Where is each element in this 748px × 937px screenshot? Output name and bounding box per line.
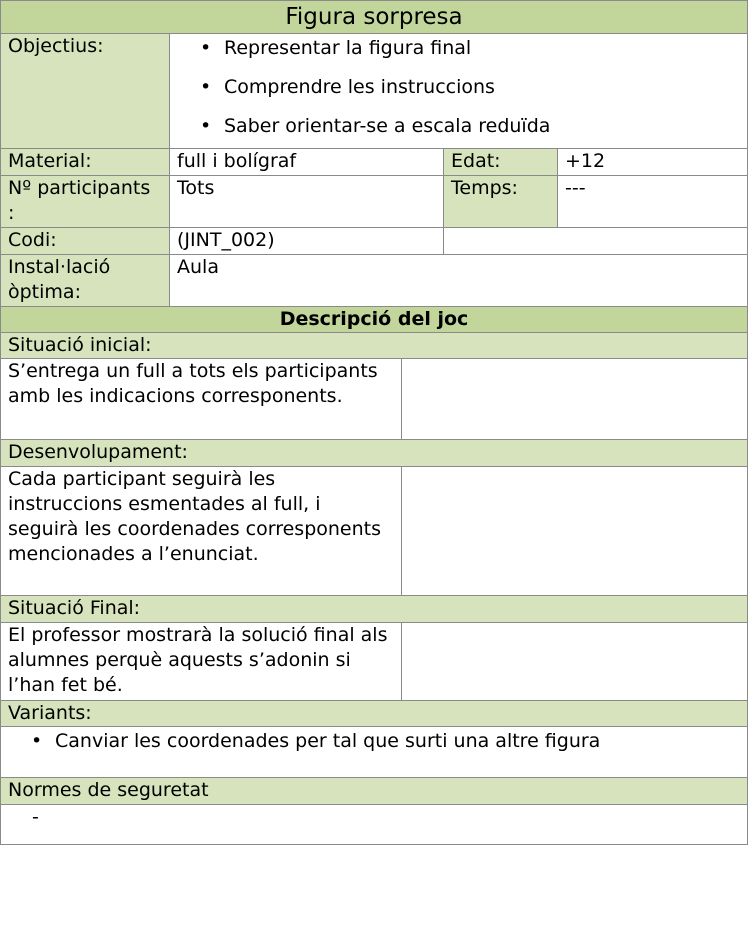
description-header: Descripció del joc <box>0 306 748 333</box>
initial-empty-cell <box>401 358 748 440</box>
initial-text: S’entrega un full a tots els participants amb les indicacions corresponents. <box>0 358 402 440</box>
participants-label: Nº participants : <box>0 175 170 228</box>
objectives-list-cell <box>169 33 748 149</box>
title-row <box>0 0 748 34</box>
initial-label-row <box>0 332 748 359</box>
time-label: Temps: <box>443 175 558 228</box>
objective-item: • Representar la figura final <box>170 36 747 61</box>
code-row <box>0 227 748 255</box>
variants-list <box>1 729 747 754</box>
final-label-row <box>0 595 748 623</box>
safety-value-row <box>0 804 748 845</box>
variant-item: • Canviar les coordenades per tal que surti una altre figura <box>1 729 747 754</box>
objectives-row <box>0 33 748 149</box>
variants-list-cell <box>0 726 748 778</box>
safety-label-row <box>0 777 748 805</box>
safety-label: Normes de seguretat <box>0 777 748 805</box>
code-value: (JINT_002) <box>169 227 444 255</box>
material-value: full i bolígraf <box>169 148 444 176</box>
final-label: Situació Final: <box>0 595 748 623</box>
final-text: El professor mostrarà la solució final als alumnes perquè aquests s’adonin si l’han fet bé. <box>0 622 402 701</box>
variants-label-row <box>0 700 748 727</box>
installation-label: Instal·lació òptima: <box>0 254 170 307</box>
installation-row <box>0 254 748 307</box>
objectives-list <box>170 36 747 139</box>
development-text-row <box>0 466 748 596</box>
initial-text-row <box>0 358 748 440</box>
development-label-row <box>0 439 748 467</box>
code-empty-cell <box>443 227 748 255</box>
objective-item: • Saber orientar-se a escala reduïda <box>170 114 747 139</box>
development-text: Cada participant seguirà les instruccions esmentades al full, i seguirà les coordenades corresponents mencionades a l’enunciat. <box>0 466 402 596</box>
participants-value: Tots <box>169 175 444 228</box>
variants-list-row <box>0 726 748 778</box>
time-value: --- <box>557 175 748 228</box>
installation-value: Aula <box>169 254 748 307</box>
material-label: Material: <box>0 148 170 176</box>
development-empty-cell <box>401 466 748 596</box>
page-title: Figura sorpresa <box>0 0 748 34</box>
variants-label: Variants: <box>0 700 748 727</box>
age-label: Edat: <box>443 148 558 176</box>
development-label: Desenvolupament: <box>0 439 748 467</box>
final-text-row <box>0 622 748 701</box>
description-header-row <box>0 306 748 333</box>
objective-item: • Comprendre les instruccions <box>170 75 747 100</box>
code-label: Codi: <box>0 227 170 255</box>
safety-value: - <box>0 804 748 845</box>
final-empty-cell <box>401 622 748 701</box>
age-value: +12 <box>557 148 748 176</box>
objectives-label: Objectius: <box>0 33 170 149</box>
initial-label: Situació inicial: <box>0 332 748 359</box>
material-row <box>0 148 748 176</box>
participants-row <box>0 175 748 228</box>
